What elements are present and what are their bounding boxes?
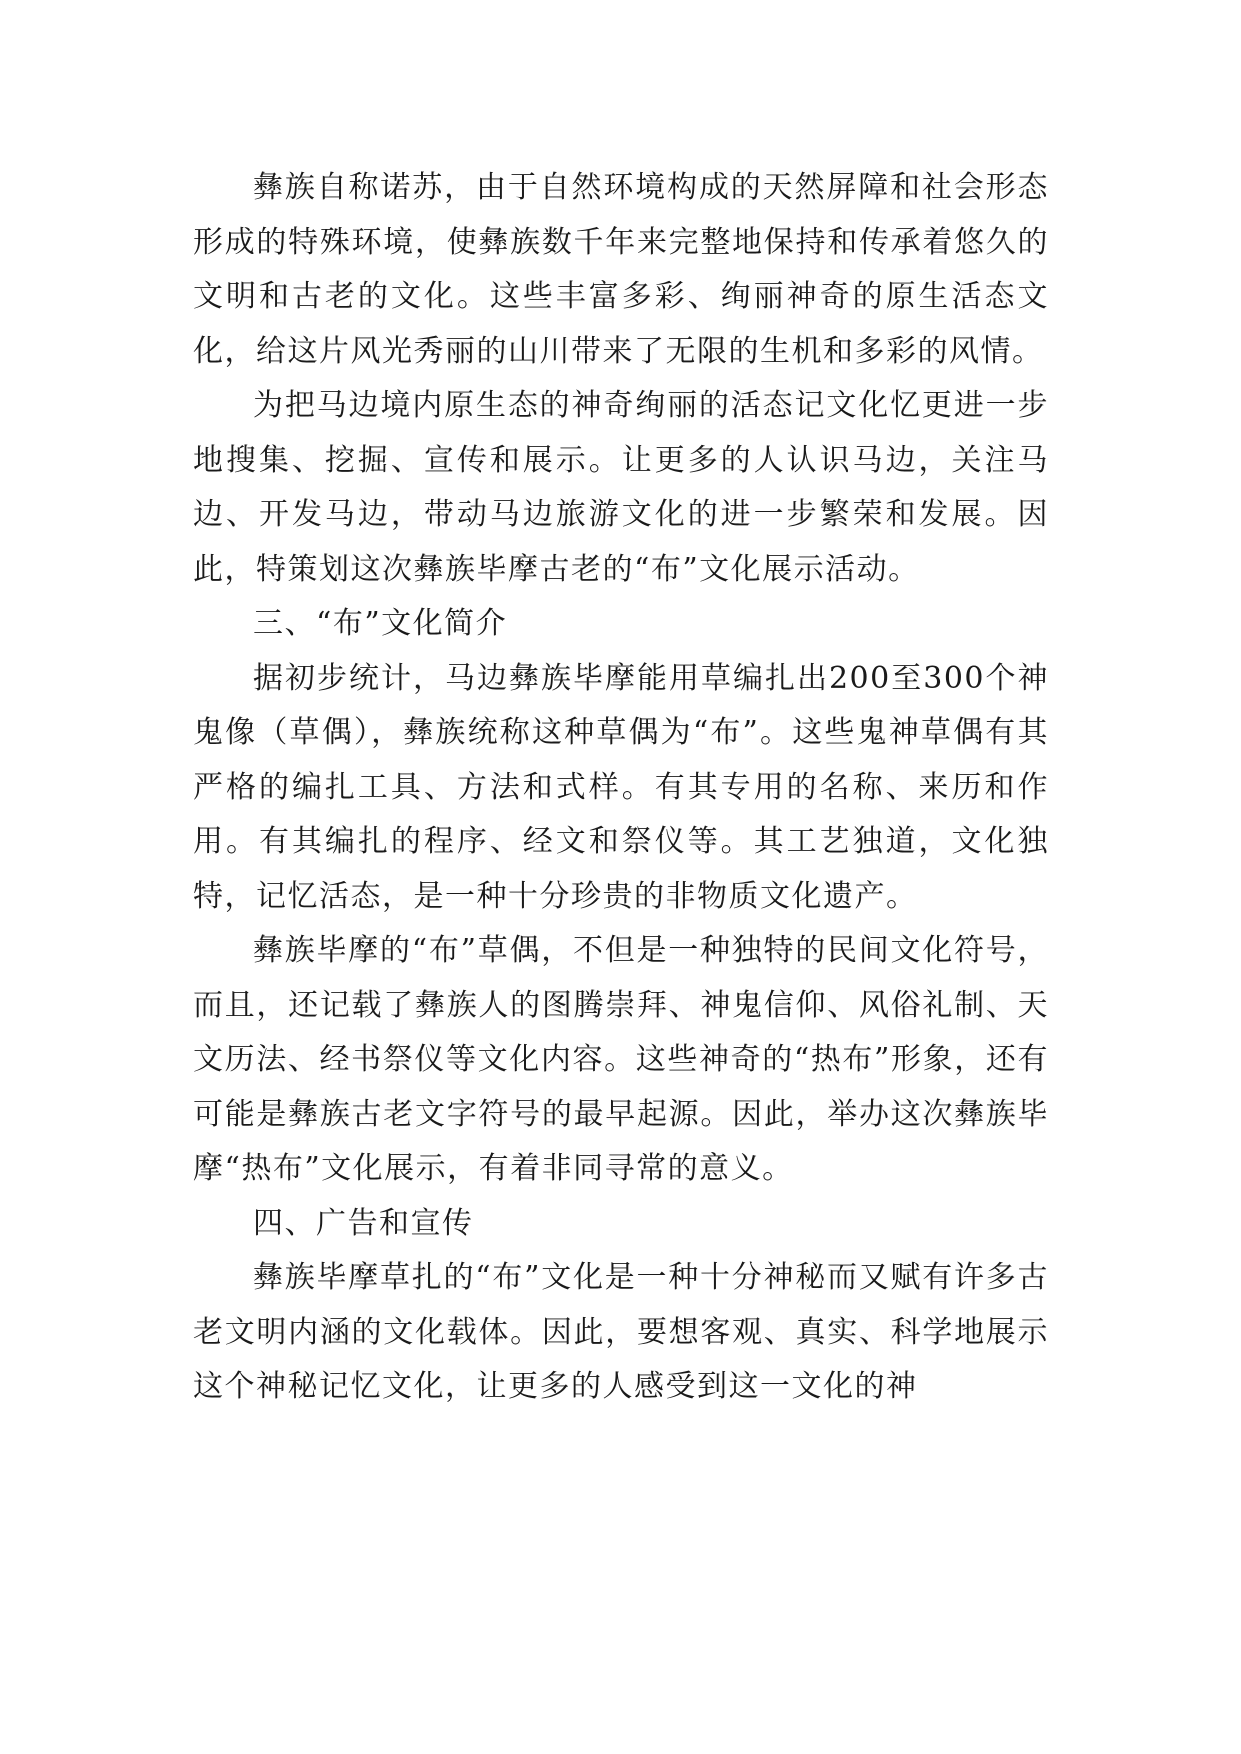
paragraph-bu-statistics: 据初步统计，马边彝族毕摩能用草编扎出200至300个神鬼像（草偶），彝族统称这种草偶为“布”。这些鬼神草偶有其严格的编扎工具、方法和式样。有其专用的名称、来历和作用。有其编扎的程序、经文和祭仪等。其工艺独道，文化独特，记忆活态，是一种十分珍贵的非物质文化遗产。 <box>193 660 1049 914</box>
paragraph-purpose: 为把马边境内原生态的神奇绚丽的活态记文化忆更进一步地搜集、挖掘、宣传和展示。让更多的人认识马边，关注马边、开发马边，带动马边旅游文化的进一步繁荣和发展。因此，特策划这次彝族毕摩古老的“布”文化展示活动。 <box>193 388 1049 587</box>
paragraph-intro: 彝族自称诺苏，由于自然环境构成的天然屏障和社会形态形成的特殊环境，使彝族数千年来完整地保持和传承着悠久的文明和古老的文化。这些丰富多彩、绚丽神奇的原生活态文化，给这片风光秀丽的山川带来了无限的生机和多彩的风情。 <box>193 170 1049 369</box>
section-heading-advertising: 四、广告和宣传 <box>253 1205 474 1241</box>
document-body <box>193 161 1049 1415</box>
section-heading-bu-culture: 三、“布”文化简介 <box>253 606 508 641</box>
paragraph-bu-significance: 彝族毕摩的“布”草偶，不但是一种独特的民间文化符号，而且，还记载了彝族人的图腾崇拜、神鬼信仰、风俗礼制、天文历法、经书祭仪等文化内容。这些神奇的“热布”形象，还有可能是彝族古老文字符号的最早起源。因此，举办这次彝族毕摩“热布”文化展示，有着非同寻常的意义。 <box>193 933 1049 1186</box>
paragraph-advertising: 彝族毕摩草扎的“布”文化是一种十分神秘而又赋有许多古老文明内涵的文化载体。因此，要想客观、真实、科学地展示这个神秘记忆文化，让更多的人感受到这一文化的神 <box>193 1260 1049 1404</box>
